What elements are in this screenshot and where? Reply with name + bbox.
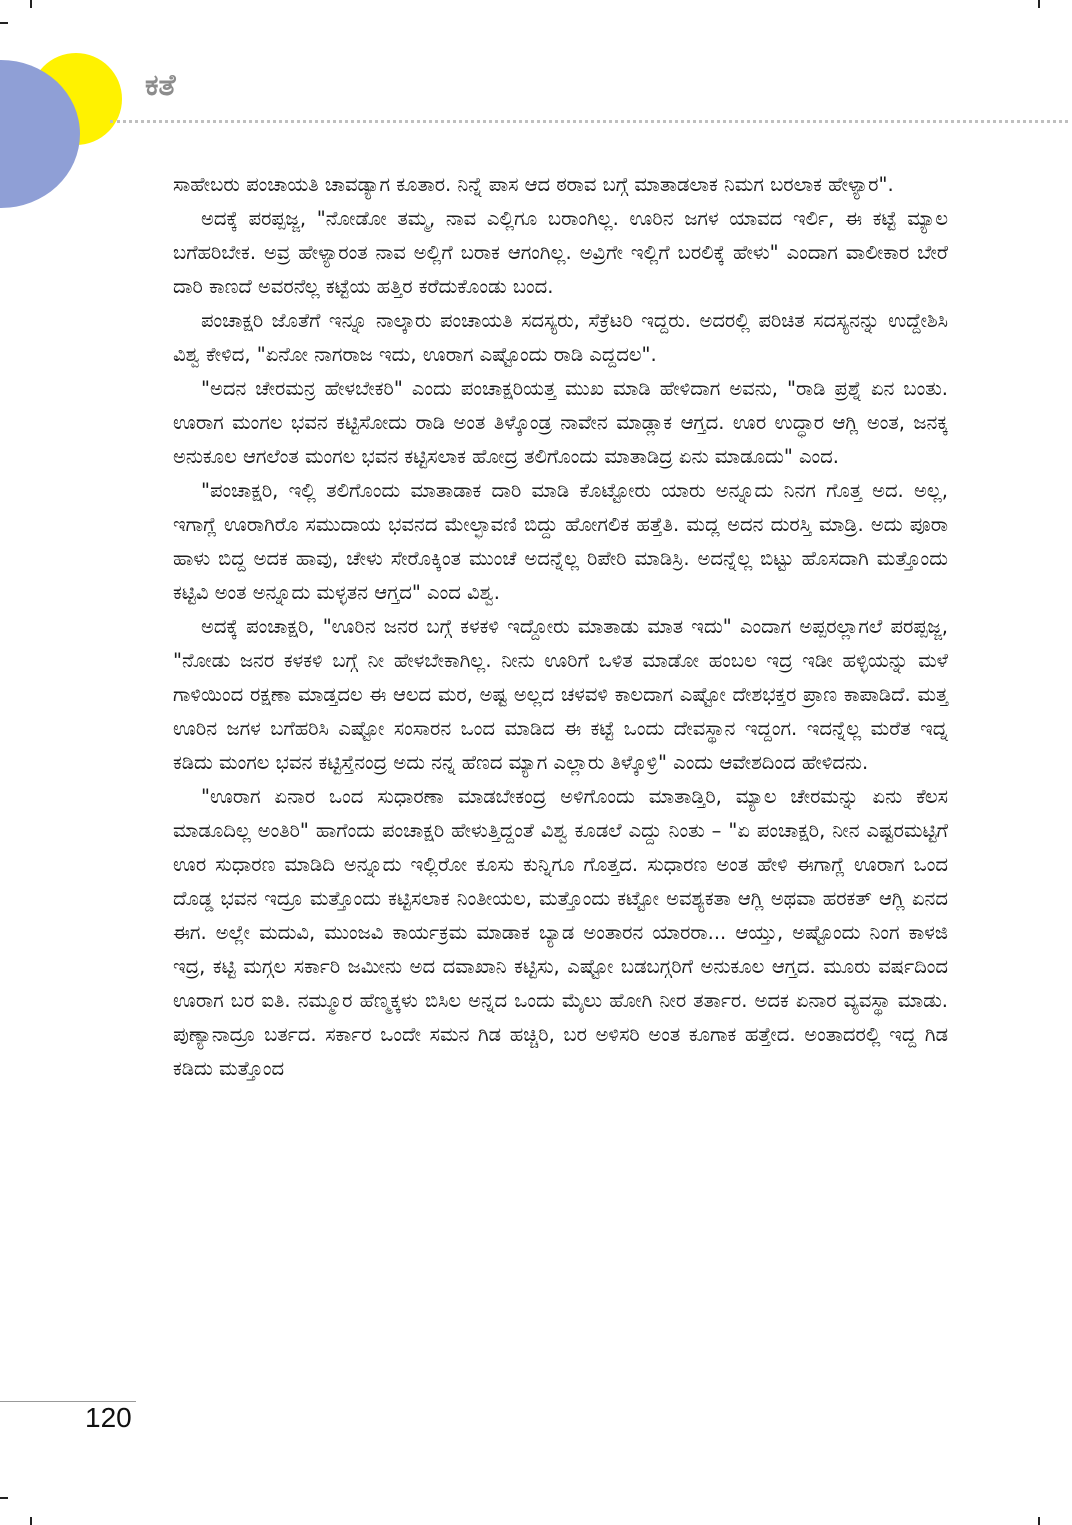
paragraph: ಅದಕ್ಕೆ ಪರಪ್ಪಜ್ಜ, "ನೋಡೋ ತಮ್ಮ, ನಾವ ಎಲ್ಲಿಗೂ ಬರಾಂಗಿಲ್ಲ. ಊರಿನ ಜಗಳ ಯಾವದ ಇರ್ಲಿ, ಈ ಕಟ್ಟೆ ಮ್ಯಾಲ ಬಗೆಹರಿಬೇಕ. ಅವ್ರ ಹೇಳ್ಯಾರಂತ ನಾವ ಅಲ್ಲಿಗೆ ಬರಾಕ ಆಗಂಗಿಲ್ಲ. ಅವ್ರಿಗೇ ಇಲ್ಲಿಗೆ ಬರಲಿಕ್ಕೆ ಹೇಳು" ಎಂದಾಗ ವಾಲೀಕಾರ ಬೇರೆ ದಾರಿ ಕಾಣದೆ ಅವರನೆಲ್ಲ ಕಟ್ಟೆಯ ಹತ್ತಿರ ಕರೆದುಕೊಂಡು ಬಂದ. — [173, 207, 948, 298]
crop-mark — [0, 1497, 8, 1499]
crop-mark — [30, 1517, 32, 1525]
header-dotted-rule — [110, 120, 1068, 123]
paragraph: "ಅದನ ಚೇರಮನ್ರ ಹೇಳಬೇಕರಿ" ಎಂದು ಪಂಚಾಕ್ಷರಿಯತ್ತ ಮುಖ ಮಾಡಿ ಹೇಳಿದಾಗ ಅವನು, "ರಾಡಿ ಪ್ರಶ್ನೆ ಏನ ಬಂತು. ಊರಾಗ ಮಂಗಲ ಭವನ ಕಟ್ಟಿಸೋದು ರಾಡಿ ಅಂತ ತಿಳ್ಕೊಂಡ್ರ ನಾವೇನ ಮಾಡ್ಲಾಕ ಆಗ್ತದ. ಊರ ಉದ್ಧಾರ ಆಗ್ಲಿ ಅಂತ, ಜನಕ್ಕ ಅನುಕೂಲ ಆಗಲೆಂತ ಮಂಗಲ ಭವನ ಕಟ್ಟಿಸಲಾಕ ಹೋದ್ರ ತಲಿಗೊಂದು ಮಾತಾಡಿದ್ರ ಏನು ಮಾಡೂದು" ಎಂದ. — [173, 377, 948, 468]
crop-mark — [30, 0, 32, 8]
paragraph: ಸಾಹೇಬರು ಪಂಚಾಯತಿ ಚಾವಡ್ಯಾಗ ಕೂತಾರ. ನಿನ್ನೆ ಪಾಸ ಆದ ಠರಾವ ಬಗ್ಗೆ ಮಾತಾಡಲಾಕ ನಿಮಗ ಬರಲಾಕ ಹೇಳ್ಯಾರ". — [173, 173, 894, 196]
crop-mark — [1038, 0, 1040, 8]
section-title: ಕತೆ — [145, 68, 176, 103]
paragraph: "ಪಂಚಾಕ್ಷರಿ, ಇಲ್ಲಿ ತಲಿಗೊಂದು ಮಾತಾಡಾಕ ದಾರಿ ಮಾಡಿ ಕೊಟ್ಟೋರು ಯಾರು ಅನ್ನೂದು ನಿನಗ ಗೊತ್ತ ಅದ. ಅಲ್ಲ, ಇಗಾಗ್ಲೆ ಊರಾಗಿರೊ ಸಮುದಾಯ ಭವನದ ಮೇಲ್ಛಾವಣಿ ಬಿದ್ದು ಹೋಗಲಿಕ ಹತ್ತೆತಿ. ಮದ್ಲ ಅದನ ದುರಸ್ತಿ ಮಾಡ್ರಿ. ಅದು ಪೂರಾ ಹಾಳು ಬಿದ್ದ ಅದಕ ಹಾವು, ಚೇಳು ಸೇರೊಕ್ಕಿಂತ ಮುಂಚೆ ಅದನ್ನೆಲ್ಲ ರಿಪೇರಿ ಮಾಡಿಸ್ರಿ. ಅದನ್ನೆಲ್ಲ ಬಿಟ್ಟು ಹೊಸದಾಗಿ ಮತ್ತೊಂದು ಕಟ್ಟಿವಿ ಅಂತ ಅನ್ನೂದು ಮಳ್ಳತನ ಆಗ್ತದ" ಎಂದ ವಿಶ್ವ. — [173, 479, 948, 604]
crop-mark — [0, 22, 8, 24]
paragraph: "ಊರಾಗ ಏನಾರ ಒಂದ ಸುಧಾರಣಾ ಮಾಡಬೇಕಂದ್ರ ಅಳಿಗೊಂದು ಮಾತಾಡ್ತಿರಿ, ಮ್ಯಾಲ ಚೇರಮನ್ನು ಏನು ಕೆಲಸ ಮಾಡೂದಿಲ್ಲ ಅಂತಿರಿ" ಹಾಗೆಂದು ಪಂಚಾಕ್ಷರಿ ಹೇಳುತ್ತಿದ್ದಂತೆ ವಿಶ್ವ ಕೂಡಲೆ ಎದ್ದು ನಿಂತು – "ಏ ಪಂಚಾಕ್ಷರಿ, ನೀನ ಎಷ್ಟರಮಟ್ಟಿಗೆ ಊರ ಸುಧಾರಣ ಮಾಡಿದಿ ಅನ್ನೂದು ಇಲ್ಲಿರೋ ಕೂಸು ಕುನ್ನಿಗೂ ಗೊತ್ತದ. ಸುಧಾರಣ ಅಂತ ಹೇಳಿ ಈಗಾಗ್ಲೆ ಊರಾಗ ಒಂದ ದೊಡ್ಡ ಭವನ ಇದ್ರೂ ಮತ್ತೊಂದು ಕಟ್ಟಿಸಲಾಕ ನಿಂತೀಯಲ, ಮತ್ತೊಂದು ಕಟ್ಟೋ ಅವಶ್ಯಕತಾ ಆಗ್ಲಿ ಅಥವಾ ಹರಕತ್ ಆಗ್ಲಿ ಏನದ ಈಗ. ಅಲ್ಲೇ ಮದುವಿ, ಮುಂಜವಿ ಕಾರ್ಯಕ್ರಮ ಮಾಡಾಕ ಬ್ಯಾಡ ಅಂತಾರನ ಯಾರರಾ... ಆಯ್ತು, ಅಷ್ಟೊಂದು ನಿಂಗ ಕಾಳಜಿ ಇದ್ರ, ಕಟ್ಟಿ ಮಗ್ಗಲ ಸರ್ಕಾರಿ ಜಮೀನು ಅದ ದವಾಖಾನಿ ಕಟ್ಟಿಸು, ಎಷ್ಟೋ ಬಡಬಗ್ಗರಿಗೆ ಅನುಕೂಲ ಆಗ್ತದ. ಮೂರು ವರ್ಷದಿಂದ ಊರಾಗ ಬರ ಐತಿ. ನಮ್ಮೂರ ಹೆಣ್ಮಕ್ಕಳು ಬಿಸಿಲ ಅನ್ನದ ಒಂದು ಮೈಲು ಹೋಗಿ ನೀರ ತರ್ತಾರ. ಅದಕ ಏನಾರ ವ್ಯವಸ್ಥಾ ಮಾಡು. ಪುಣ್ಯಾನಾದ್ರೂ ಬರ್ತದ. ಸರ್ಕಾರ ಒಂದೇ ಸಮನ ಗಿಡ ಹಚ್ಚಿರಿ, ಬರ ಅಳಿಸರಿ ಅಂತ ಕೂಗಾಕ ಹತ್ತೇದ. ಅಂತಾದರಲ್ಲಿ ಇದ್ದ ಗಿಡ ಕಡಿದು ಮತ್ತೊಂದ — [173, 785, 948, 1080]
crop-mark — [1038, 1517, 1040, 1525]
paragraph: ಅದಕ್ಕೆ ಪಂಚಾಕ್ಷರಿ, "ಊರಿನ ಜನರ ಬಗ್ಗೆ ಕಳಕಳಿ ಇದ್ದೋರು ಮಾತಾಡು ಮಾತ ಇದು" ಎಂದಾಗ ಅಪ್ಪರಲ್ಲಾಗಲೆ ಪರಪ್ಪಜ್ಜ, "ನೋಡು ಜನರ ಕಳಕಳಿ ಬಗ್ಗೆ ನೀ ಹೇಳಬೇಕಾಗಿಲ್ಲ. ನೀನು ಊರಿಗೆ ಒಳಿತ ಮಾಡೋ ಹಂಬಲ ಇದ್ರ ಇಡೀ ಹಳ್ಳಿಯನ್ನು ಮಳೆ ಗಾಳಿಯಿಂದ ರಕ್ಷಣಾ ಮಾಡ್ತದಲ ಈ ಆಲದ ಮರ, ಅಷ್ಟ ಅಲ್ಲದ ಚಳವಳಿ ಕಾಲದಾಗ ಎಷ್ಟೋ ದೇಶಭಕ್ತರ ಪ್ರಾಣ ಕಾಪಾಡಿದೆ. ಮತ್ತ ಊರಿನ ಜಗಳ ಬಗೆಹರಿಸಿ ಎಷ್ಟೋ ಸಂಸಾರನ ಒಂದ ಮಾಡಿದ ಈ ಕಟ್ಟೆ ಒಂದು ದೇವಸ್ಥಾನ ಇದ್ದಂಗ. ಇದನ್ನೆಲ್ಲ ಮರೆತ ಇದ್ನ ಕಡಿದು ಮಂಗಲ ಭವನ ಕಟ್ಟಿಸ್ತೆನಂದ್ರ ಅದು ನನ್ನ ಹೆಣದ ಮ್ಯಾಗ ಎಲ್ಲಾರು ತಿಳ್ಕೊಳ್ರಿ" ಎಂದು ಆವೇಶದಿಂದ ಹೇಳಿದನು. — [173, 615, 948, 774]
paragraph: ಪಂಚಾಕ್ಷರಿ ಜೊತೆಗೆ ಇನ್ನೂ ನಾಲ್ಕಾರು ಪಂಚಾಯತಿ ಸದಸ್ಯರು, ಸೆಕ್ರೆಟರಿ ಇದ್ದರು. ಅದರಲ್ಲಿ ಪರಿಚಿತ ಸದಸ್ಯನನ್ನು ಉದ್ದೇಶಿಸಿ ವಿಶ್ವ ಕೇಳಿದ, "ಏನೋ ನಾಗರಾಜ ಇದು, ಊರಾಗ ಎಷ್ಟೊಂದು ರಾಡಿ ಎದ್ದದಲ". — [173, 309, 948, 366]
page-number: 120 — [85, 1402, 132, 1433]
story-text — [173, 168, 948, 1086]
